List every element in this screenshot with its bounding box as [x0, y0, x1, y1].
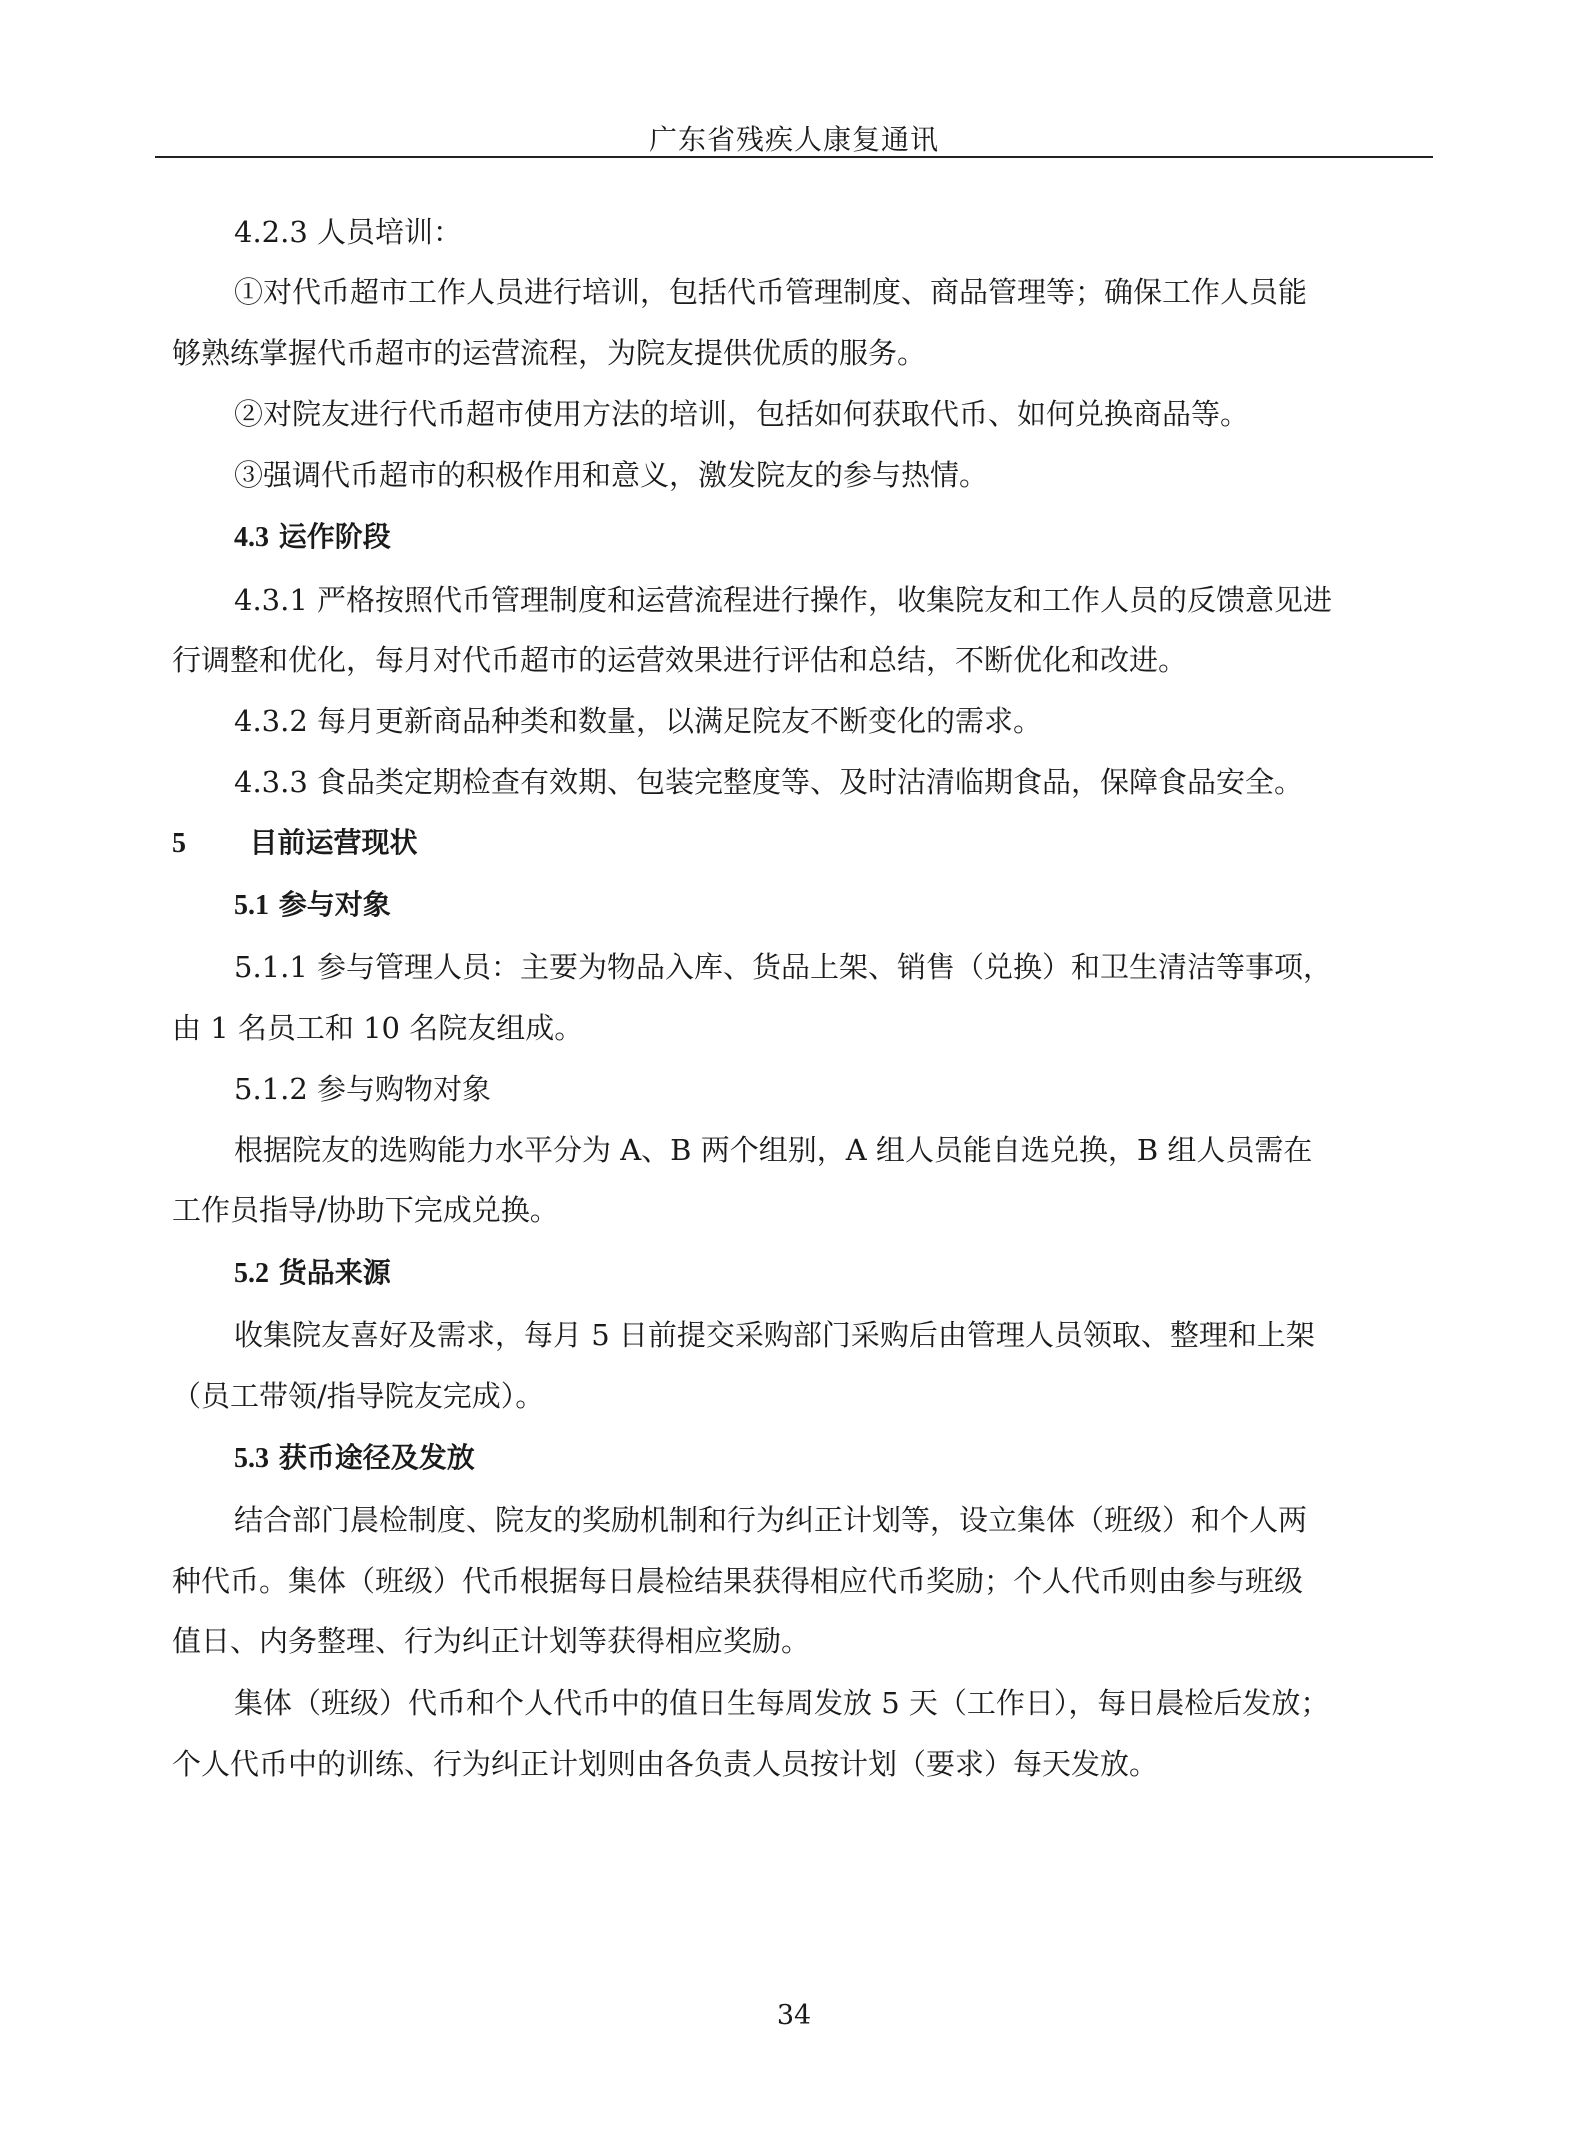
paragraph-line: 个人代币中的训练、行为纠正计划则由各负责人员按计划（要求）每天发放。: [172, 1747, 1159, 1781]
section-title: 参与对象: [278, 888, 391, 921]
paragraph-line: 5.1.1 参与管理人员：主要为物品入库、货品上架、销售（兑换）和卫生清洁等事项，: [234, 950, 1333, 984]
section-title: 运作阶段: [278, 520, 391, 553]
section-heading-5-2: [234, 1253, 391, 1294]
section-heading-4-3: [234, 517, 391, 558]
paragraph-line: ①对代币超市工作人员进行培训，包括代币管理制度、商品管理等；确保工作人员能: [234, 275, 1308, 309]
paragraph-line: 种代币。集体（班级）代币根据每日晨检结果获得相应代币奖励；个人代币则由参与班级: [172, 1564, 1304, 1598]
paragraph-line: 行调整和优化，每月对代币超市的运营效果进行评估和总结，不断优化和改进。: [172, 643, 1188, 677]
paragraph-line: 由 1 名员工和 10 名院友组成。: [172, 1011, 584, 1045]
section-title: 货品来源: [278, 1256, 391, 1289]
subsection-5-1-2-title: 5.1.2 参与购物对象: [234, 1072, 492, 1106]
paragraph-line: 结合部门晨检制度、院友的奖励机制和行为纠正计划等，设立集体（班级）和个人两: [234, 1503, 1308, 1537]
subsection-4-2-3-title: 4.2.3 人员培训：: [234, 215, 463, 249]
section-number: 5.2: [234, 1258, 269, 1289]
paragraph-line: 集体（班级）代币和个人代币中的值日生每周发放 5 天（工作日），每日晨检后发放；: [234, 1686, 1330, 1720]
paragraph-line: 工作员指导/协助下完成兑换。: [172, 1193, 559, 1227]
paragraph-line: 4.3.2 每月更新商品种类和数量，以满足院友不断变化的需求。: [234, 704, 1043, 738]
header-rule: [155, 156, 1433, 158]
running-header: 广东省残疾人康复通讯: [648, 123, 939, 156]
section-heading-5-3: [234, 1438, 475, 1479]
section-title: 获币途径及发放: [278, 1441, 475, 1474]
paragraph-line: 4.3.3 食品类定期检查有效期、包装完整度等、及时沽清临期食品，保障食品安全。: [234, 765, 1304, 799]
section-number: 5.3: [234, 1443, 269, 1474]
paragraph-line: ③强调代币超市的积极作用和意义，激发院友的参与热情。: [234, 458, 989, 492]
paragraph-line: 4.3.1 严格按照代币管理制度和运营流程进行操作，收集院友和工作人员的反馈意见进: [234, 583, 1333, 617]
section-heading-5-1: [234, 885, 391, 926]
paragraph-line: 根据院友的选购能力水平分为 A、B 两个组别，A 组人员能自选兑换，B 组人员需在: [234, 1133, 1313, 1167]
paragraph-line: ②对院友进行代币超市使用方法的培训，包括如何获取代币、如何兑换商品等。: [234, 397, 1250, 431]
page-number: 34: [776, 2000, 812, 2031]
section-title: 目前运营现状: [249, 826, 418, 859]
section-number: 5: [172, 828, 186, 859]
paragraph-line: 值日、内务整理、行为纠正计划等获得相应奖励。: [172, 1624, 811, 1658]
section-heading-5: [172, 823, 418, 864]
paragraph-line: （员工带领/指导院友完成）。: [172, 1379, 545, 1413]
paragraph-line: 收集院友喜好及需求，每月 5 日前提交采购部门采购后由管理人员领取、整理和上架: [234, 1318, 1315, 1352]
section-number: 4.3: [234, 522, 269, 553]
paragraph-line: 够熟练掌握代币超市的运营流程，为院友提供优质的服务。: [172, 336, 927, 370]
section-number: 5.1: [234, 890, 269, 921]
